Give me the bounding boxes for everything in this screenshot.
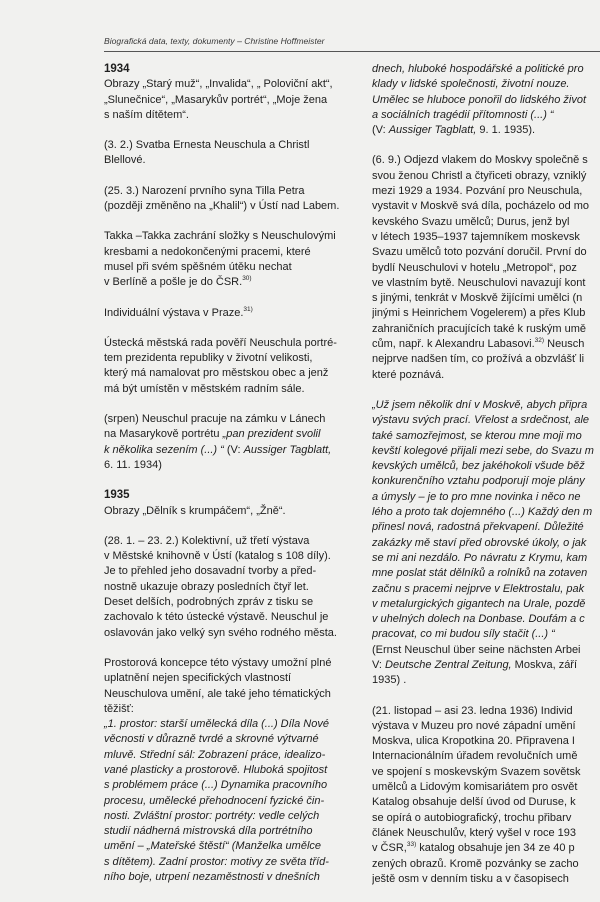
header-rule	[104, 51, 600, 52]
paragraph-spatial-concept: Prostorová koncepce této výstavy umožní plné uplatnění nejen specifických vlastností Neuschulova umění, ale také jeho tématických těžišť: „1. prostor: starší umělecká díla (...) Díla Nové věcnosti v důrazně tvrdé a skrovné výtvarné mluvě. Střední sál: Zobrazení práce, idealizo- vané plasticky a prostorově. Hluboká spojitost s problémem práce (...) Dynamika pracovního procesu, umělecké přehodnocení fyzické čin- nosti. Zvláštní prostor: portréty: vedle celých studií nádherná mistrovská díla portrétního umění – „Mateřské štěstí“ (Manželka umělce s dítětem). Zadní prostor: motivy ze světa tříd- ního boje, utrpení nezaměstnosti v dnešních	[104, 656, 332, 884]
footnote-ref: 31)	[243, 305, 253, 313]
paragraph-son-birth: (25. 3.) Narození prvního syna Tilla Petra (později změněno na „Khalil“) v Ústí nad Labem.	[104, 184, 340, 213]
footnote-ref: 32)	[534, 337, 545, 345]
right-column	[372, 62, 600, 902]
paragraph-paintings-1934: Obrazy „Starý muž“, „Invalida“, „ Poloviční akt“, „Slunečnice“, „Masarykův portrét“, „Moje žena s naším dítětem“.	[104, 78, 333, 121]
paragraph-portrait-commission: Ústecká městská rada pověří Neuschula portré- tem prezidenta republiky v životní velikosti, který má namalovat pro městskou obec a jenž má být umístěn v městském radním sále.	[104, 336, 337, 395]
footnote-ref: 33)	[406, 841, 417, 849]
paragraph-paintings-1935: Obrazy „Dělník s krumpáčem“, „Žně“.	[104, 504, 286, 517]
paragraph-takka: Takka –Takka zachrání složky s Neuschulovými kresbami a nedokončenými pracemi, které musel při svém spěšném útěku nechat v Berlíně a pošle je do ČSR.$^{30)}$	[104, 230, 336, 289]
paragraph-quote-continuation: dnech, hluboké hospodářské a politické pro klady v lidské společnosti, životní nouze. Umělec se hluboce ponořil do lidského život a sociálních tragédií přítomnosti (...) “ (V: Aussiger Tagblatt, 9. 1. 1935).	[372, 63, 587, 137]
paragraph-moscow-departure: (6. 9.) Odjezd vlakem do Moskvy společně s svou ženou Christl a čtyřiceti obrazy, vzniklý mezi 1929 a 1934. Pozvání pro Neuschula, vystavit v Moskvě svá díla, pocházelo od mo kevského Svazu umělců; Durus, jenž byl v létech 1935–1937 tajemníkem moskevsk Svazu umělců toto pozvání doručil. První do bydlí Neuschulovi v hotelu „Metropol“, poz ve vlastním bytě. Neuschulovi navazují kont s jinými, tenkrát v Moskvě žijícími umělci (n jinými s Heinrichem Vogelerem) a přes Klub zahraničních pracujících také k ruským umě cům, např. k Alexandru Labasovi.$^{32)}$ Neusch nejprve nadšen tím, co prožívá a obzvlášť li které poznává.	[372, 154, 590, 381]
paragraph-prague-exhibition: Individuální výstava v Praze.$^{31)}$	[104, 305, 253, 319]
paragraph-lany-castle: (srpen) Neuschul pracuje na zámku v Lánech na Masarykově portrétu „pan prezident svolil k několika sezením (...) “ (V: Aussiger Tagblatt, 6. 11. 1934)	[104, 413, 332, 471]
paragraph-wedding: (3. 2.) Svatba Ernesta Neuschula a Christl Blellové.	[104, 139, 310, 167]
paragraph-moscow-exhibition: (21. listopad – asi 23. ledna 1936) Individ výstava v Muzeu pro nové západní umění Moskva, ulica Kropotkina 20. Připravena I Internacionálním úřadem revolučních umě ve spojení s moskevským Svazem sovětsk umělců a Lidovým komisariátem pro osvět Katalog obsahuje delší úvod od Duruse, k se opírá o autobiografický, trochu přibarv článek Neuschulův, který vyšel v roce 193 v ČSR,$^{33)}$ katalog obsahuje jen 34 ze 40 p zených obrazů. Kromě pozvánky se zacho ještě osm v denním tisku a v časopisech	[372, 704, 581, 885]
paragraph-usti-exhibition: (28. 1. – 23. 2.) Kolektivní, už třetí výstava v Městské knihovně v Ústí (katalog s 108 díly). Je to přehled jeho dosavadní tvorby a před- nostně ukazuje obrazy posledních čtyř let. Deset delších, podrobných zpráv z tisku se zachovalo k této ústecké výstavě. Neuschul je oslavován jako velký syn svého rodného města.	[104, 534, 337, 639]
left-column	[104, 62, 356, 900]
paragraph-moscow-quote: „Už jsem několik dní v Moskvě, abych připra výstavu svých prací. Vřelost a srdečnost, ale také samozřejmost, se kterou mne moji mo kevští kolegové přijali mezi sebe, do Svazu m kevských umělců, bez jakéhokoli všude běž konkurenčního vztahu podporují moje plány a úmysly – je to pro mne novinka i něco ne lého a proto tak dojemného (...) Každý den m přinesl nová, radostná překvapení. Důležité zakázky mě staví před obrovské úkoly, o jak se mi ani nezdálo. Po návratu z Krymu, kam mne poslat stát dělníků a rolníků na zotaven začnu s pracemi nejprve v Elektrostalu, pak v metalurgických gigantech na Urale, pozdě v uhelných dolech na Donbase. Doufám a c pracovat, co mi budou síly stačit (...) “ (Ernst Neuschul über seine nächsten Arbei V: Deutsche Zentral Zeitung, Moskva, září 1935) .	[372, 398, 594, 687]
footnote-ref: 30)	[242, 275, 252, 283]
running-head: Biografická data, texty, dokumenty – Christine Hoffmeister	[104, 36, 325, 46]
year-heading-1935: 1935	[104, 489, 130, 502]
year-heading-1934: 1934	[104, 63, 130, 75]
